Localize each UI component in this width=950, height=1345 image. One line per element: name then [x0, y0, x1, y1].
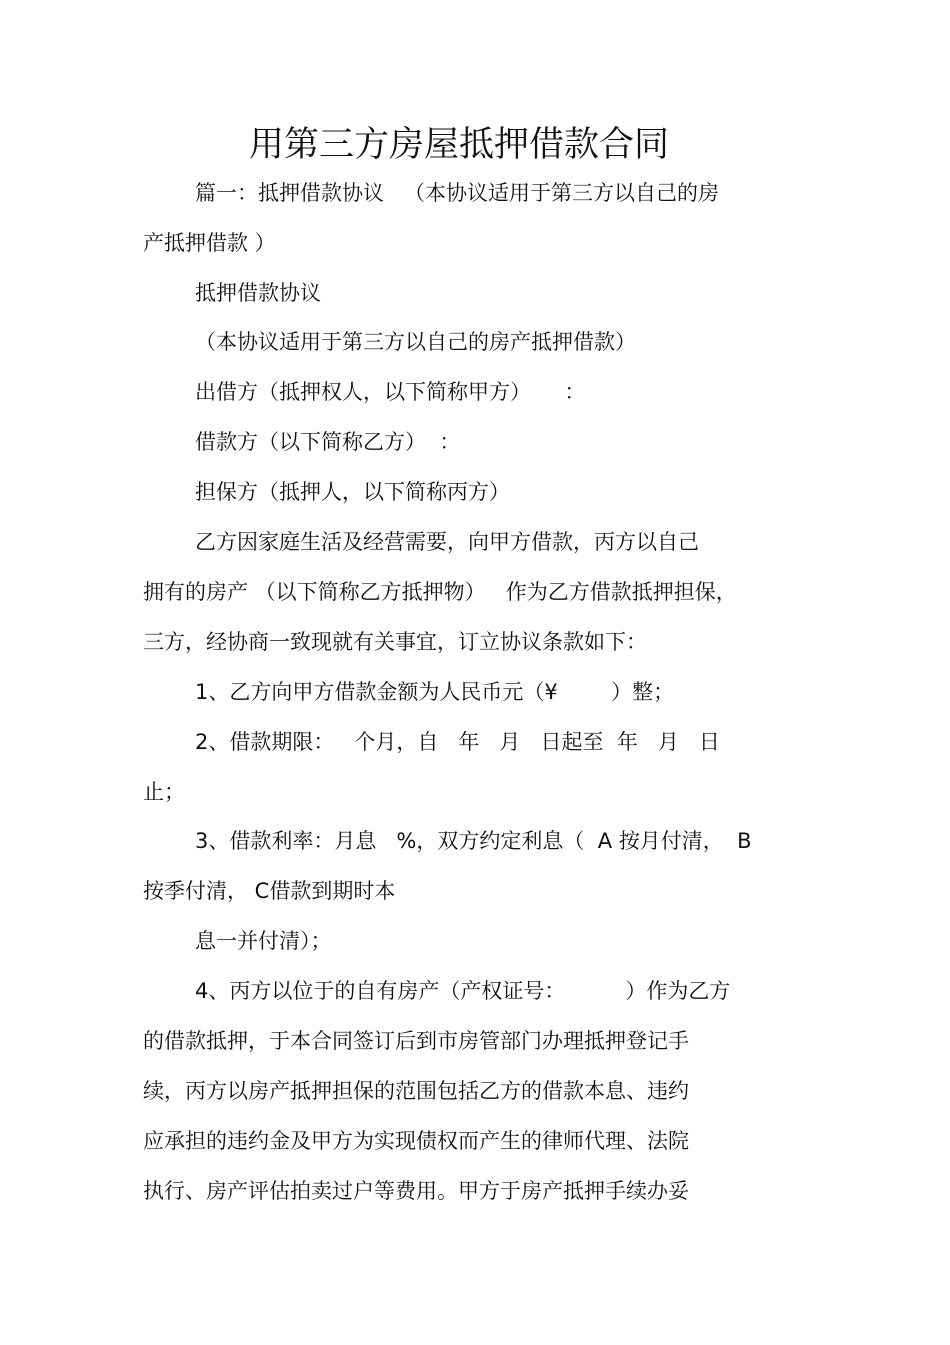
- paragraph-line: 乙方因家庭生活及经营需要，向甲方借款，丙方以自己: [195, 530, 699, 554]
- paragraph-line: 4、丙方以位于的自有房产（产权证号： ）作为乙方: [195, 979, 731, 1003]
- paragraph-line: 2、借款期限： 个月，自 年 月 日起至 年 月 日: [195, 730, 720, 754]
- paragraph-line: （本协议适用于第三方以自己的房产抵押借款）: [195, 330, 636, 354]
- paragraph-line: 担保方（抵押人，以下简称丙方）: [195, 480, 510, 504]
- paragraph-line: 按季付清， C借款到期时本: [143, 879, 396, 903]
- paragraph-line: 1、乙方向甲方借款金额为人民币元（¥ ）整；: [195, 680, 675, 704]
- paragraph-line: 出借方（抵押权人，以下简称甲方） ：: [195, 380, 586, 404]
- paragraph-line: 的借款抵押，于本合同签订后到市房管部门办理抵押登记手: [143, 1029, 689, 1053]
- paragraph-line: 借款方（以下简称乙方） ：: [195, 430, 461, 454]
- paragraph-line: 产抵押借款 ）: [143, 231, 276, 255]
- document-title: 用第三方房屋抵押借款合同: [248, 125, 669, 165]
- paragraph-line: 抵押借款协议: [195, 281, 321, 305]
- paragraph-line: 拥有的房产 （以下简称乙方抵押物） 作为乙方借款抵押担保，: [143, 580, 737, 604]
- paragraph-line: 三方，经协商一致现就有关事宜，订立协议条款如下：: [143, 630, 647, 654]
- paragraph-line: 应承担的违约金及甲方为实现债权而产生的律师代理、法院: [143, 1129, 689, 1153]
- paragraph-line: 止；: [143, 780, 185, 804]
- paragraph-line: 续，丙方以房产抵押担保的范围包括乙方的借款本息、违约: [143, 1079, 689, 1103]
- paragraph-line: 执行、房产评估拍卖过户等费用。甲方于房产抵押手续办妥: [143, 1179, 689, 1203]
- paragraph-line: 息一并付清）；: [195, 929, 332, 953]
- paragraph-line: 3、借款利率：月息 %，双方约定利息（ A 按月付清， B: [195, 829, 752, 853]
- paragraph-line: 篇一：抵押借款协议 （本协议适用于第三方以自己的房: [195, 181, 720, 205]
